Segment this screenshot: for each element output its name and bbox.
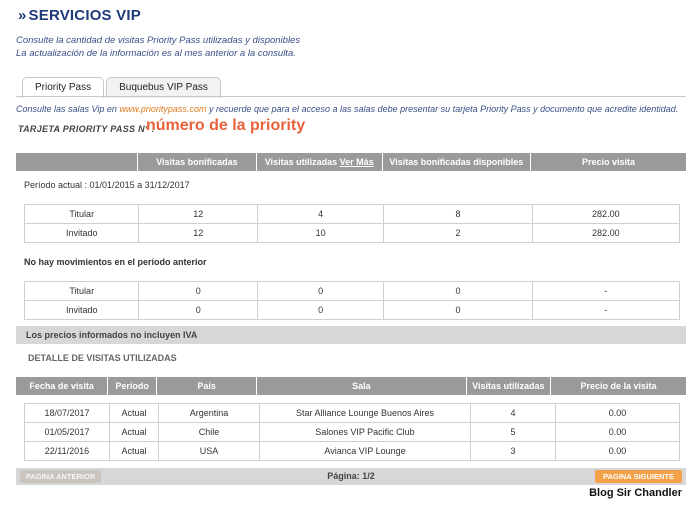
previous-page-button[interactable]: PAGINA ANTERIOR: [20, 470, 101, 483]
tab-priority-pass[interactable]: Priority Pass: [22, 77, 104, 98]
page-indicator: Página: 1/2: [327, 471, 375, 481]
ver-mas-link[interactable]: Ver Más: [339, 157, 374, 167]
tab-divider: [16, 96, 686, 97]
cell-utilizadas: 10: [258, 224, 384, 242]
current-period-rows: [24, 204, 680, 243]
cell-precio: 282.00: [592, 209, 620, 219]
cell-bonificadas: 12: [139, 205, 257, 223]
prioritypass-link[interactable]: www.prioritypass.com: [119, 104, 207, 114]
page-title-text: SERVICIOS VIP: [28, 7, 141, 24]
cell-bonificadas: 0: [139, 282, 257, 300]
previous-period-label: No hay movimientos en el período anterior: [24, 257, 207, 267]
cell-fecha: 18/07/2017: [25, 404, 110, 422]
cell-precio: 0.00: [608, 427, 627, 437]
watermark: Blog Sir Chandler: [589, 487, 682, 499]
next-page-button[interactable]: PAGINA SIGUIENTE: [595, 470, 682, 483]
cell-bonificadas: 0: [139, 301, 257, 319]
cell-visitas: 5: [471, 423, 556, 441]
cell-pais: Chile: [159, 423, 260, 441]
cell-precio: -: [604, 286, 608, 296]
intro-text: [16, 34, 300, 60]
cell-disponibles: 0: [384, 301, 532, 319]
cell-sala: Star Alliance Lounge Buenos Aires: [260, 404, 471, 422]
cell-disponibles: 0: [384, 282, 532, 300]
cell-utilizadas: 4: [258, 205, 384, 223]
cell-visitas: 4: [471, 404, 556, 422]
row-type: Titular: [25, 205, 139, 223]
table-row: [25, 423, 679, 442]
cell-utilizadas: 0: [258, 282, 384, 300]
row-type: Invitado: [25, 301, 139, 319]
cell-sala: Avianca VIP Lounge: [260, 442, 471, 460]
cell-pais: Argentina: [159, 404, 260, 422]
header-visitas-bonificadas: Visitas bonificadas: [138, 153, 256, 171]
intro-line-1: Consulte la cantidad de visitas Priority Pass utilizadas y disponibles: [16, 35, 301, 46]
previous-period-rows: [24, 281, 680, 320]
tab-buquebus-vip-pass[interactable]: Buquebus VIP Pass: [106, 77, 221, 98]
row-type: Titular: [25, 282, 139, 300]
cell-precio: 0.00: [608, 446, 627, 456]
cell-periodo: Actual: [110, 442, 159, 460]
cell-fecha: 22/11/2016: [25, 442, 110, 460]
header-precio-visita: Precio visita: [581, 157, 635, 167]
consult-text: [16, 104, 678, 114]
header-pais: País: [157, 377, 257, 395]
header-sala: Sala: [257, 377, 466, 395]
page-title: [18, 7, 141, 24]
header-visitas-utilizadas-label: Visitas utilizadas: [264, 157, 338, 167]
cell-pais: USA: [159, 442, 260, 460]
cell-precio: 0.00: [608, 408, 627, 418]
iva-note: Los precios informados no incluyen IVA: [16, 326, 686, 344]
chevron-right-icon: »: [18, 7, 27, 24]
current-period-label: Período actual : 01/01/2015 a 31/12/2017: [24, 180, 190, 190]
visits-table-header: [16, 153, 686, 171]
header-periodo: Período: [108, 377, 157, 395]
cell-fecha: 01/05/2017: [25, 423, 110, 441]
visits-table: [16, 153, 686, 344]
cell-disponibles: 8: [384, 205, 532, 223]
card-number-label: TARJETA PRIORITY PASS N° :: [18, 124, 155, 134]
cell-sala: Salones VIP Pacific Club: [260, 423, 471, 441]
header-visitas-utilizadas: [257, 153, 383, 171]
detail-section-title: DETALLE DE VISITAS UTILIZADAS: [28, 353, 177, 363]
table-row: [25, 442, 679, 460]
header-visitas-disponibles: Visitas bonificadas disponibles: [383, 153, 531, 171]
table-row: [25, 404, 679, 423]
cell-visitas: 3: [471, 442, 556, 460]
pagination-bar: [16, 468, 686, 485]
cell-bonificadas: 12: [139, 224, 257, 242]
cell-disponibles: 2: [384, 224, 532, 242]
table-row: [25, 282, 679, 301]
table-row: [25, 301, 679, 319]
header-visitas: Visitas utilizadas: [467, 377, 551, 395]
table-row: [25, 224, 679, 242]
row-type: Invitado: [25, 224, 139, 242]
header-fecha: Fecha de visita: [16, 377, 108, 395]
header-precio: Precio de la visita: [580, 381, 657, 391]
detail-table: [16, 377, 686, 461]
cell-precio: 282.00: [592, 228, 620, 238]
detail-table-header: [16, 377, 686, 395]
cell-utilizadas: 0: [258, 301, 384, 319]
cell-periodo: Actual: [110, 423, 159, 441]
tab-bar: [22, 77, 223, 98]
header-empty: [16, 153, 138, 171]
consult-prefix: Consulte las salas Vip en: [16, 104, 117, 114]
card-number-annotation: número de la priority: [146, 117, 306, 134]
cell-precio: -: [604, 305, 608, 315]
detail-rows: [24, 403, 680, 461]
consult-suffix: y recuerde que para el acceso a las salas debe presentar su tarjeta Priority Pass y documento que acredite identidad.: [208, 104, 679, 114]
table-row: [25, 205, 679, 224]
intro-line-2: La actualización de la información es al mes anterior a la consulta.: [16, 48, 296, 59]
cell-periodo: Actual: [110, 404, 159, 422]
